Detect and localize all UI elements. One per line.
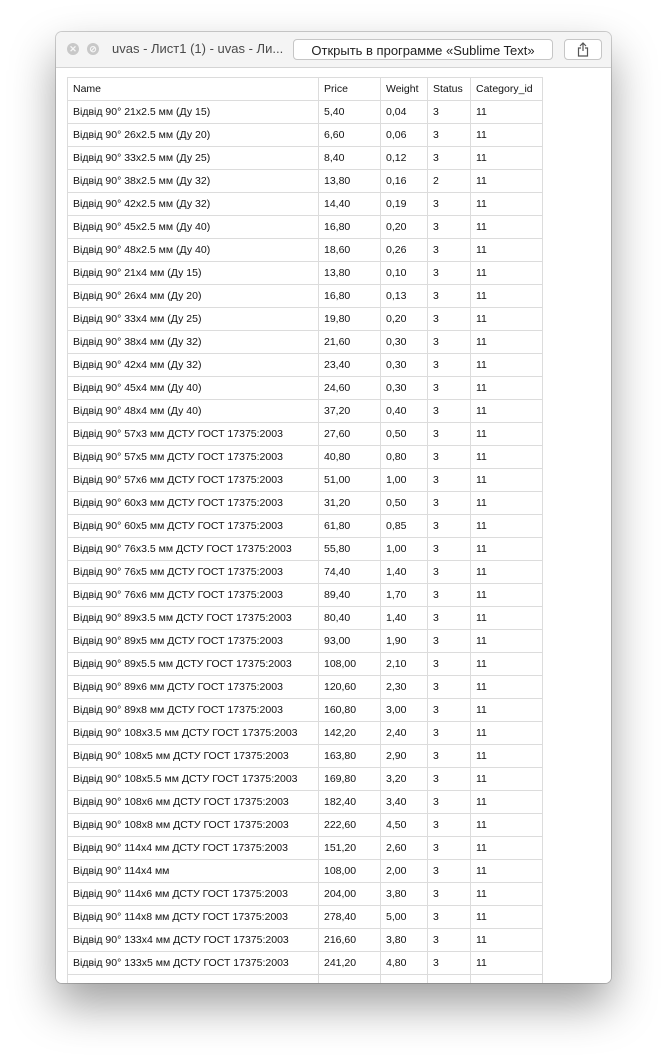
cell-status: 3: [428, 239, 471, 262]
cell-weight: 0,80: [381, 446, 428, 469]
column-header-status: Status: [428, 78, 471, 101]
cell-name: Відвід 90° 114x8 мм ДСТУ ГОСТ 17375:2003: [68, 906, 319, 929]
table-row: [68, 515, 543, 538]
cell-price: 6,60: [319, 124, 381, 147]
cell-name: Відвід 90° 42x2.5 мм (Ду 32): [68, 193, 319, 216]
table-row: [68, 952, 543, 975]
cell-name: Відвід 90° 108x5.5 мм ДСТУ ГОСТ 17375:2003: [68, 768, 319, 791]
cell-price: 51,00: [319, 469, 381, 492]
cell-name: Відвід 90° 38x2.5 мм (Ду 32): [68, 170, 319, 193]
cell-weight: 2,40: [381, 722, 428, 745]
cell-status: 3: [428, 722, 471, 745]
cell-category-id: 11: [471, 676, 543, 699]
cell-status: 3: [428, 837, 471, 860]
cell-status: 3: [428, 584, 471, 607]
table-row: [68, 377, 543, 400]
column-header-price: Price: [319, 78, 381, 101]
cell-category-id: 11: [471, 216, 543, 239]
table-row: [68, 492, 543, 515]
table-row: [68, 423, 543, 446]
cell-weight: 1,40: [381, 607, 428, 630]
cell-price: 160,80: [319, 699, 381, 722]
cell-weight: 0,20: [381, 308, 428, 331]
cell-category-id: 11: [471, 308, 543, 331]
table-row: [68, 147, 543, 170]
cell-status: 3: [428, 653, 471, 676]
table-row: [68, 561, 543, 584]
cell-category-id: 11: [471, 653, 543, 676]
cell-category-id: 11: [471, 561, 543, 584]
table-row: [68, 653, 543, 676]
cell-price: 24,60: [319, 377, 381, 400]
fullscreen-icon[interactable]: ⊘: [87, 43, 99, 55]
cell-name: Відвід 90° 38x4 мм (Ду 32): [68, 331, 319, 354]
table-row: [68, 354, 543, 377]
cell-category-id: 11: [471, 952, 543, 975]
cell-name: Відвід 90° 21x4 мм (Ду 15): [68, 262, 319, 285]
cell-status: 3: [428, 791, 471, 814]
cell-category-id: 11: [471, 446, 543, 469]
cell-price: 13,80: [319, 170, 381, 193]
cell-weight: 0,20: [381, 216, 428, 239]
cell-status: 3: [428, 515, 471, 538]
cell-category-id: 11: [471, 101, 543, 124]
table-row: [68, 630, 543, 653]
cell-price: 93,00: [319, 630, 381, 653]
cell-weight: 2,00: [381, 860, 428, 883]
cell-name: Відвід 90° 33x4 мм (Ду 25): [68, 308, 319, 331]
cell-category-id: 11: [471, 791, 543, 814]
cell-price: 278,40: [319, 906, 381, 929]
cell-weight: 1,70: [381, 584, 428, 607]
cell-price: 61,80: [319, 515, 381, 538]
cell-weight: 3,00: [381, 699, 428, 722]
table-row: [68, 676, 543, 699]
cell-name: Відвід 90° 108x6 мм ДСТУ ГОСТ 17375:2003: [68, 791, 319, 814]
cell-name: Відвід 90° 45x2.5 мм (Ду 40): [68, 216, 319, 239]
share-button[interactable]: [564, 39, 602, 60]
table-row: [68, 469, 543, 492]
table-row: [68, 814, 543, 837]
cell-name: Відвід 90° 89x8 мм ДСТУ ГОСТ 17375:2003: [68, 699, 319, 722]
cell-name: Відвід 90° 26x2.5 мм (Ду 20): [68, 124, 319, 147]
cell-weight: 0,06: [381, 124, 428, 147]
cell-category-id: 11: [471, 147, 543, 170]
cell-category-id: 11: [471, 285, 543, 308]
table-row: [68, 216, 543, 239]
cell-price: 74,40: [319, 561, 381, 584]
cell-weight: [381, 975, 428, 984]
cell-status: 2: [428, 170, 471, 193]
table-row: [68, 791, 543, 814]
table-row: [68, 745, 543, 768]
cell-name: Відвід 90° 60x5 мм ДСТУ ГОСТ 17375:2003: [68, 515, 319, 538]
cell-weight: 2,30: [381, 676, 428, 699]
cell-weight: 0,50: [381, 492, 428, 515]
cell-category-id: 11: [471, 837, 543, 860]
table-row: [68, 285, 543, 308]
cell-price: 80,40: [319, 607, 381, 630]
table-row: [68, 101, 543, 124]
cell-category-id: 11: [471, 423, 543, 446]
cell-category-id: 11: [471, 699, 543, 722]
cell-status: 3: [428, 699, 471, 722]
cell-price: 31,20: [319, 492, 381, 515]
cell-price: 13,80: [319, 262, 381, 285]
cell-status: 3: [428, 929, 471, 952]
cell-price: 108,00: [319, 860, 381, 883]
cell-status: 3: [428, 216, 471, 239]
cell-weight: 0,26: [381, 239, 428, 262]
cell-price: 216,60: [319, 929, 381, 952]
cell-category-id: 11: [471, 331, 543, 354]
cell-category-id: 11: [471, 768, 543, 791]
share-icon: [577, 42, 589, 57]
cell-status: 3: [428, 331, 471, 354]
cell-name: Відвід 90° 114x6 мм ДСТУ ГОСТ 17375:2003: [68, 883, 319, 906]
cell-name: Відвід 90° 57x3 мм ДСТУ ГОСТ 17375:2003: [68, 423, 319, 446]
cell-category-id: 11: [471, 492, 543, 515]
cell-weight: 0,85: [381, 515, 428, 538]
cell-price: 241,20: [319, 952, 381, 975]
cell-status: 3: [428, 308, 471, 331]
cell-category-id: 11: [471, 262, 543, 285]
header-row: [68, 78, 543, 101]
cell-price: 8,40: [319, 147, 381, 170]
cell-name: Відвід 90° 45x4 мм (Ду 40): [68, 377, 319, 400]
cell-status: 3: [428, 745, 471, 768]
cell-name: Відвід 90° 48x4 мм (Ду 40): [68, 400, 319, 423]
cell-weight: 0,10: [381, 262, 428, 285]
cell-category-id: 11: [471, 469, 543, 492]
cell-category-id: 11: [471, 906, 543, 929]
cell-name: Відвід 90° 108x8 мм ДСТУ ГОСТ 17375:2003: [68, 814, 319, 837]
cell-category-id: 11: [471, 377, 543, 400]
spreadsheet-preview[interactable]: [56, 68, 611, 983]
cell-status: 3: [428, 492, 471, 515]
cell-weight: 3,80: [381, 883, 428, 906]
cell-status: 3: [428, 768, 471, 791]
quicklook-window: [56, 32, 611, 983]
cell-weight: 0,12: [381, 147, 428, 170]
cell-price: 18,60: [319, 239, 381, 262]
close-icon[interactable]: ✕: [67, 43, 79, 55]
cell-status: 3: [428, 446, 471, 469]
cell-weight: 1,40: [381, 561, 428, 584]
cell-name: Відвід 90° 48x2.5 мм (Ду 40): [68, 239, 319, 262]
cell-status: 3: [428, 400, 471, 423]
cell-price: 21,60: [319, 331, 381, 354]
cell-category-id: 11: [471, 929, 543, 952]
cell-category-id: 11: [471, 193, 543, 216]
cell-category-id: 11: [471, 860, 543, 883]
cell-name: Відвід 90° 133x4 мм ДСТУ ГОСТ 17375:2003: [68, 929, 319, 952]
cell-price: 108,00: [319, 653, 381, 676]
cell-name: Відвід 90° 57x6 мм ДСТУ ГОСТ 17375:2003: [68, 469, 319, 492]
table-row: [68, 308, 543, 331]
table-row: [68, 699, 543, 722]
table-row: [68, 124, 543, 147]
cell-status: [428, 975, 471, 984]
cell-name: Відвід 90° 42x4 мм (Ду 32): [68, 354, 319, 377]
cell-weight: 1,90: [381, 630, 428, 653]
cell-price: 55,80: [319, 538, 381, 561]
cell-category-id: 11: [471, 515, 543, 538]
cell-price: 151,20: [319, 837, 381, 860]
cell-weight: 0,40: [381, 400, 428, 423]
cell-name: Відвід 90° 21x2.5 мм (Ду 15): [68, 101, 319, 124]
table-row: [68, 239, 543, 262]
cell-name: Відвід 90° 108x3.5 мм ДСТУ ГОСТ 17375:2003: [68, 722, 319, 745]
cell-status: 3: [428, 860, 471, 883]
cell-status: 3: [428, 377, 471, 400]
table-row: [68, 906, 543, 929]
cell-price: 40,80: [319, 446, 381, 469]
cell-category-id: 11: [471, 584, 543, 607]
column-header-weight: Weight: [381, 78, 428, 101]
cell-weight: 0,30: [381, 377, 428, 400]
cell-category-id: 11: [471, 124, 543, 147]
cell-status: 3: [428, 814, 471, 837]
window-title: uvas - Лист1 (1) - uvas - Ли...: [112, 41, 284, 56]
cell-price: 19,80: [319, 308, 381, 331]
cell-name: Відвід 90° 89x6 мм ДСТУ ГОСТ 17375:2003: [68, 676, 319, 699]
cell-status: 3: [428, 147, 471, 170]
cell-status: 3: [428, 952, 471, 975]
cell-category-id: 11: [471, 170, 543, 193]
cell-status: 3: [428, 630, 471, 653]
column-header-category-id: Category_id: [471, 78, 543, 101]
cell-name: Відвід 90° 133x5 мм ДСТУ ГОСТ 17375:2003: [68, 952, 319, 975]
cell-price: 37,20: [319, 400, 381, 423]
cell-name: [68, 975, 319, 984]
table-row: [68, 193, 543, 216]
cell-price: 222,60: [319, 814, 381, 837]
cell-name: Відвід 90° 76x5 мм ДСТУ ГОСТ 17375:2003: [68, 561, 319, 584]
cell-price: 182,40: [319, 791, 381, 814]
cell-weight: 3,20: [381, 768, 428, 791]
cell-category-id: 11: [471, 883, 543, 906]
cell-category-id: 11: [471, 814, 543, 837]
cell-status: 3: [428, 423, 471, 446]
cell-category-id: [471, 975, 543, 984]
table-row: [68, 170, 543, 193]
cell-name: Відвід 90° 89x5 мм ДСТУ ГОСТ 17375:2003: [68, 630, 319, 653]
cell-status: 3: [428, 561, 471, 584]
cell-price: 23,40: [319, 354, 381, 377]
cell-price: 16,80: [319, 285, 381, 308]
cell-price: 169,80: [319, 768, 381, 791]
cell-status: 3: [428, 101, 471, 124]
cell-name: Відвід 90° 26x4 мм (Ду 20): [68, 285, 319, 308]
cell-status: 3: [428, 193, 471, 216]
cell-price: 16,80: [319, 216, 381, 239]
cell-price: 27,60: [319, 423, 381, 446]
cell-status: 3: [428, 285, 471, 308]
cell-weight: 3,80: [381, 929, 428, 952]
cell-name: Відвід 90° 57x5 мм ДСТУ ГОСТ 17375:2003: [68, 446, 319, 469]
table-row: [68, 331, 543, 354]
cell-price: [319, 975, 381, 984]
cell-status: 3: [428, 607, 471, 630]
cell-price: 14,40: [319, 193, 381, 216]
table-row: [68, 975, 543, 984]
table-row: [68, 837, 543, 860]
cell-status: 3: [428, 354, 471, 377]
cell-status: 3: [428, 883, 471, 906]
cell-weight: 1,00: [381, 469, 428, 492]
cell-name: Відвід 90° 76x3.5 мм ДСТУ ГОСТ 17375:2003: [68, 538, 319, 561]
cell-weight: 1,00: [381, 538, 428, 561]
cell-status: 3: [428, 469, 471, 492]
cell-status: 3: [428, 124, 471, 147]
cell-status: 3: [428, 906, 471, 929]
cell-weight: 0,19: [381, 193, 428, 216]
cell-category-id: 11: [471, 400, 543, 423]
cell-weight: 2,10: [381, 653, 428, 676]
cell-name: Відвід 90° 89x3.5 мм ДСТУ ГОСТ 17375:2003: [68, 607, 319, 630]
cell-category-id: 11: [471, 607, 543, 630]
cell-status: 3: [428, 538, 471, 561]
table-row: [68, 538, 543, 561]
table-row: [68, 400, 543, 423]
table-row: [68, 768, 543, 791]
cell-category-id: 11: [471, 630, 543, 653]
cell-price: 89,40: [319, 584, 381, 607]
cell-status: 3: [428, 676, 471, 699]
cell-weight: 4,50: [381, 814, 428, 837]
data-table: [67, 77, 543, 983]
table-row: [68, 262, 543, 285]
cell-weight: 0,30: [381, 331, 428, 354]
cell-price: 204,00: [319, 883, 381, 906]
cell-price: 120,60: [319, 676, 381, 699]
table-row: [68, 722, 543, 745]
cell-name: Відвід 90° 114x4 мм: [68, 860, 319, 883]
cell-name: Відвід 90° 114x4 мм ДСТУ ГОСТ 17375:2003: [68, 837, 319, 860]
cell-weight: 0,30: [381, 354, 428, 377]
cell-weight: 0,16: [381, 170, 428, 193]
cell-name: Відвід 90° 108x5 мм ДСТУ ГОСТ 17375:2003: [68, 745, 319, 768]
cell-category-id: 11: [471, 722, 543, 745]
cell-category-id: 11: [471, 538, 543, 561]
cell-weight: 2,60: [381, 837, 428, 860]
cell-price: 5,40: [319, 101, 381, 124]
column-header-name: Name: [68, 78, 319, 101]
cell-weight: 0,04: [381, 101, 428, 124]
cell-status: 3: [428, 262, 471, 285]
cell-name: Відвід 90° 60x3 мм ДСТУ ГОСТ 17375:2003: [68, 492, 319, 515]
cell-price: 142,20: [319, 722, 381, 745]
cell-price: 163,80: [319, 745, 381, 768]
cell-weight: 4,80: [381, 952, 428, 975]
cell-name: Відвід 90° 89x5.5 мм ДСТУ ГОСТ 17375:2003: [68, 653, 319, 676]
cell-name: Відвід 90° 33x2.5 мм (Ду 25): [68, 147, 319, 170]
cell-category-id: 11: [471, 745, 543, 768]
cell-weight: 2,90: [381, 745, 428, 768]
cell-weight: 5,00: [381, 906, 428, 929]
table-row: [68, 860, 543, 883]
cell-weight: 0,50: [381, 423, 428, 446]
title-bar: [56, 32, 611, 68]
cell-category-id: 11: [471, 239, 543, 262]
table-row: [68, 883, 543, 906]
table-row: [68, 446, 543, 469]
table-row: [68, 607, 543, 630]
cell-weight: 0,13: [381, 285, 428, 308]
cell-weight: 3,40: [381, 791, 428, 814]
table-row: [68, 929, 543, 952]
cell-category-id: 11: [471, 354, 543, 377]
table-row: [68, 584, 543, 607]
cell-name: Відвід 90° 76x6 мм ДСТУ ГОСТ 17375:2003: [68, 584, 319, 607]
open-in-app-button[interactable]: Открыть в программе «Sublime Text»: [293, 39, 553, 60]
